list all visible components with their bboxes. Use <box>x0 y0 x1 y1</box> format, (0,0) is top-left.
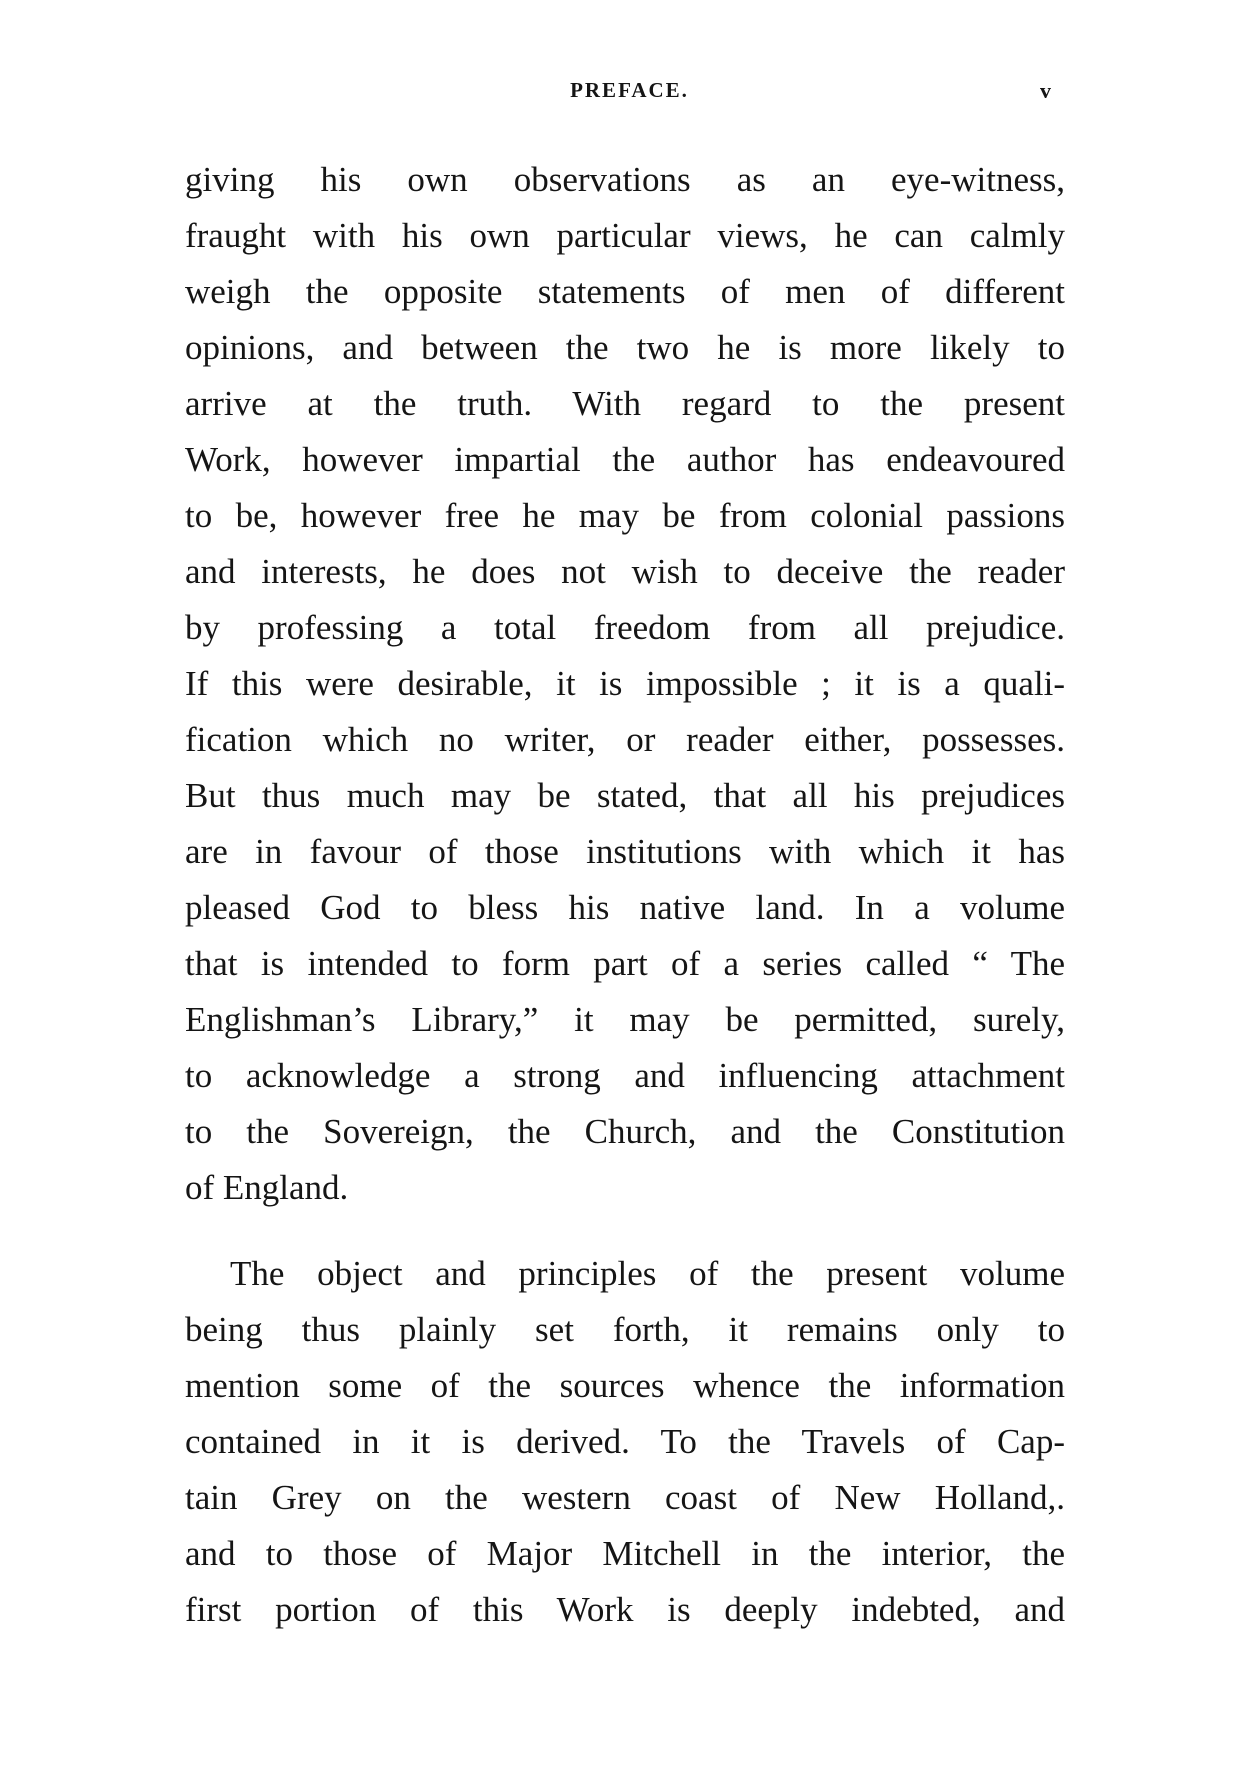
text-line: are in favour of those institutions with which it has <box>185 832 1065 871</box>
running-head <box>0 78 1259 110</box>
text-line: fication which no writer, or reader either, possesses. <box>185 720 1065 759</box>
text-line: If this were desirable, it is impossible ; it is a quali- <box>185 664 1065 703</box>
text-line: opinions, and between the two he is more likely to <box>185 328 1065 367</box>
text-line: that is intended to form part of a series called “ The <box>185 944 1065 983</box>
text-line: to the Sovereign, the Church, and the Constitution <box>185 1112 1065 1151</box>
text-line: to be, however free he may be from colonial passions <box>185 496 1065 535</box>
text-line: tain Grey on the western coast of New Holland,. <box>185 1478 1065 1517</box>
text-line: being thus plainly set forth, it remains only to <box>185 1310 1065 1349</box>
text-line: Work, however impartial the author has endeavoured <box>185 440 1065 479</box>
text-line: to acknowledge a strong and influencing attachment <box>185 1056 1065 1095</box>
paragraph-2 <box>185 1246 1065 1638</box>
text-line: The object and principles of the present volume <box>230 1254 1065 1293</box>
paragraph-1 <box>185 152 1065 1216</box>
text-line: giving his own observations as an eye-witness, <box>185 160 1065 199</box>
text-line: Englishman’s Library,” it may be permitted, surely, <box>185 1000 1065 1039</box>
text-line: arrive at the truth. With regard to the present <box>185 384 1065 423</box>
page-number: v <box>1040 78 1051 103</box>
text-line: pleased God to bless his native land. In a volume <box>185 888 1065 927</box>
text-line: contained in it is derived. To the Travels of Cap- <box>185 1422 1065 1461</box>
text-line: mention some of the sources whence the information <box>185 1366 1065 1405</box>
text-line: by professing a total freedom from all prejudice. <box>185 608 1065 647</box>
text-line: first portion of this Work is deeply indebted, and <box>185 1590 1065 1629</box>
text-line: and to those of Major Mitchell in the interior, the <box>185 1534 1065 1573</box>
text-line: and interests, he does not wish to deceive the reader <box>185 552 1065 591</box>
text-line: fraught with his own particular views, he can calmly <box>185 216 1065 255</box>
text-line: But thus much may be stated, that all his prejudices <box>185 776 1065 815</box>
text-line: weigh the opposite statements of men of different <box>185 272 1065 311</box>
text-line: of England. <box>185 1168 349 1207</box>
running-head-title: PREFACE. <box>570 78 689 102</box>
